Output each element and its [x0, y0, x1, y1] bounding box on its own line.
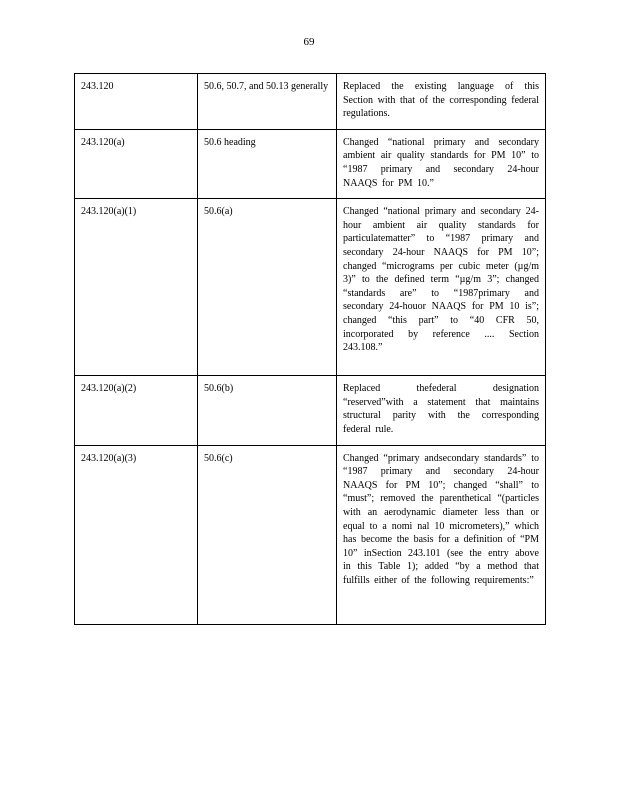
state-section-cell: 243.120(a)(3): [75, 445, 198, 624]
table-row: [75, 376, 546, 445]
change-description-cell: Replaced thefederal designation “reserved”with a statement that maintains structural parity with the corresponding federal rule.: [337, 376, 546, 445]
state-section-cell: 243.120(a): [75, 129, 198, 198]
table-row: [75, 74, 546, 130]
change-description-cell: Replaced the existing language of this Section with that of the corresponding federal regulations.: [337, 74, 546, 130]
federal-section-cell: 50.6 heading: [198, 129, 337, 198]
federal-section-cell: 50.6(a): [198, 199, 337, 376]
federal-section-cell: 50.6(b): [198, 376, 337, 445]
amendments-table: [74, 73, 546, 625]
change-description-cell: Changed “primary andsecondary standards” to “1987 primary and secondary 24-hour NAAQS for PM 10”; changed “shall” to “must”; removed the parenthetical “(particles with an aerodynamic diameter less than or equal to a nomi nal 10 micrometers),” which has become the basis for a definition of “PM 10” inSection 243.101 (see the entry above in this Table 1); added “by a method that fulfills either of the following requirements:”: [337, 445, 546, 624]
state-section-cell: 243.120: [75, 74, 198, 130]
state-section-cell: 243.120(a)(2): [75, 376, 198, 445]
table-row: [75, 129, 546, 198]
change-description-cell: Changed “national primary and secondary 24-hour ambient air quality standards for particulatematter” to “1987 primary and secondary 24-hour NAAQS for PM 10”; changed “micrograms per cubic meter (µg/m 3)” to the defined term “µg/m 3”; changed “standards are” to “1987primary and secondary 24-houor NAAQS for PM 10 is”; changed “this part” to “40 CFR 50, incorporated by reference .... Section 243.108.”: [337, 199, 546, 376]
table-row: [75, 445, 546, 624]
change-description-cell: Changed “national primary and secondary ambient air quality standards for PM 10” to “1987 primary and secondary 24-hour NAAQS for PM 10.”: [337, 129, 546, 198]
federal-section-cell: 50.6, 50.7, and 50.13 generally: [198, 74, 337, 130]
state-section-cell: 243.120(a)(1): [75, 199, 198, 376]
table-row: [75, 199, 546, 376]
federal-section-cell: 50.6(c): [198, 445, 337, 624]
page-number: 69: [303, 36, 315, 48]
